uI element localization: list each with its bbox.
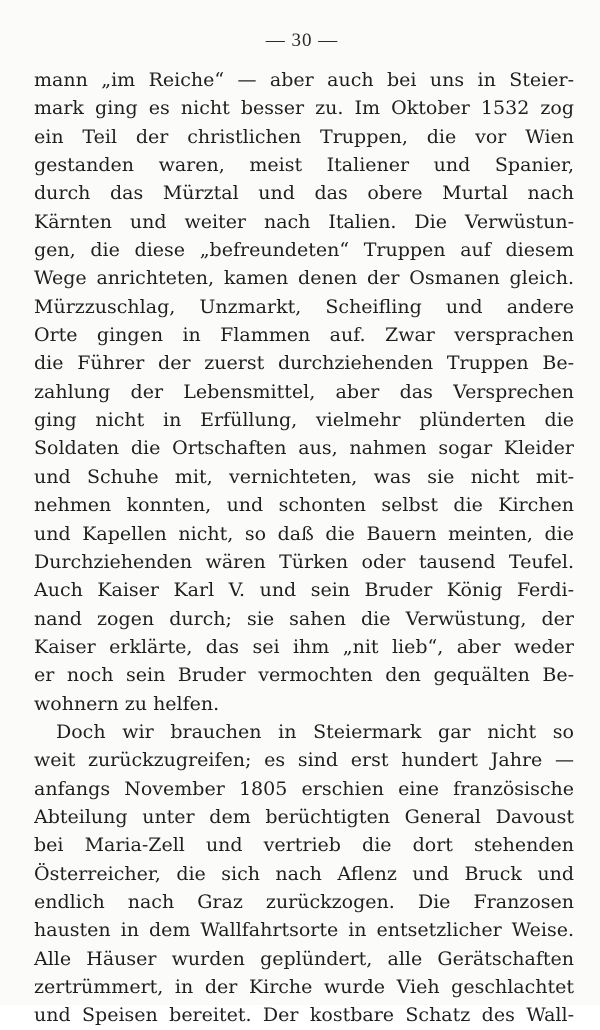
text-line: Orte gingen in Flammen auf. Zwar versprachen [34,324,574,347]
text-line: Abteilung unter dem berüchtigten General Davoust [34,805,574,828]
text-line: zertrümmert, in der Kirche wurde Vieh geschlachtet [34,976,574,998]
text-line: Mürzzuschlag, Unzmarkt, Scheifling und andere [34,295,574,318]
text-line: hausten in dem Wallfahrtsorte in entsetzlicher Weise. [34,919,574,942]
text-line: mann „im Reiche“ — aber auch bei uns in Steier- [34,69,574,91]
text-line: wohnern zu helfen. [34,692,220,715]
text-line: durch das Mürztal und das obere Murtal nach [34,182,574,205]
text-line: Soldaten die Ortschaften aus, nahmen sogar Kleider [34,437,574,460]
text-line: gen, die diese „befreundeten“ Truppen auf diesem [34,239,574,262]
text-line: Kärnten und weiter nach Italien. Die Verwüstun- [34,210,574,233]
paragraph-2 [34,718,574,1030]
page-number: — 30 — [265,30,339,51]
text-line: er noch sein Bruder vermochten den gequälten Be- [34,664,574,687]
text-line: und Kapellen nicht, so daß die Bauern meinten, die [34,522,574,545]
text-line: nehmen konnten, und schonten selbst die Kirchen [34,494,574,517]
text-line: und Schuhe mit, vernichteten, was sie nicht mit- [34,465,574,488]
text-line: zahlung der Lebensmittel, aber das Versprechen [34,380,574,403]
text-line: gestanden waren, meist Italiener und Spanier, [34,154,574,177]
text-line: und Speisen bereitet. Der kostbare Schatz des Wall- [34,1004,574,1027]
text-line: bei Maria-Zell und vertrieb die dort stehenden [34,834,574,857]
text-line: Doch wir brauchen in Steiermark gar nicht so [56,720,574,743]
text-line: ging nicht in Erfüllung, vielmehr plünderten die [34,409,574,432]
text-line: Durchziehenden wären Türken oder tausend Teufel. [34,550,574,573]
text-line: endlich nach Graz zurückzogen. Die Franzosen [34,890,574,913]
text-line: Auch Kaiser Karl V. und sein Bruder König Ferdi- [34,579,574,602]
text-line: die Führer der zuerst durchziehenden Truppen Be- [34,352,574,375]
text-line: Wege anrichteten, kamen denen der Osmanen gleich. [34,267,574,290]
text-line: Kaiser erklärte, das sei ihm „nit lieb“, aber weder [34,635,574,658]
text-line: Österreicher, die sich nach Aflenz und Bruck und [34,862,574,885]
text-line: mark ging es nicht besser zu. Im Oktober 1532 zog [34,97,574,120]
paragraph-1 [34,66,574,718]
text-line: weit zurückzugreifen; es sind erst hundert Jahre — [34,749,574,772]
text-line: ein Teil der christlichen Truppen, die vor Wien [34,125,574,148]
text-line: Alle Häuser wurden geplündert, alle Gerätschaften [34,947,574,970]
text-line: nand zogen durch; sie sahen die Verwüstung, der [34,607,574,630]
text-line: anfangs November 1805 erschien eine französische [34,777,574,800]
